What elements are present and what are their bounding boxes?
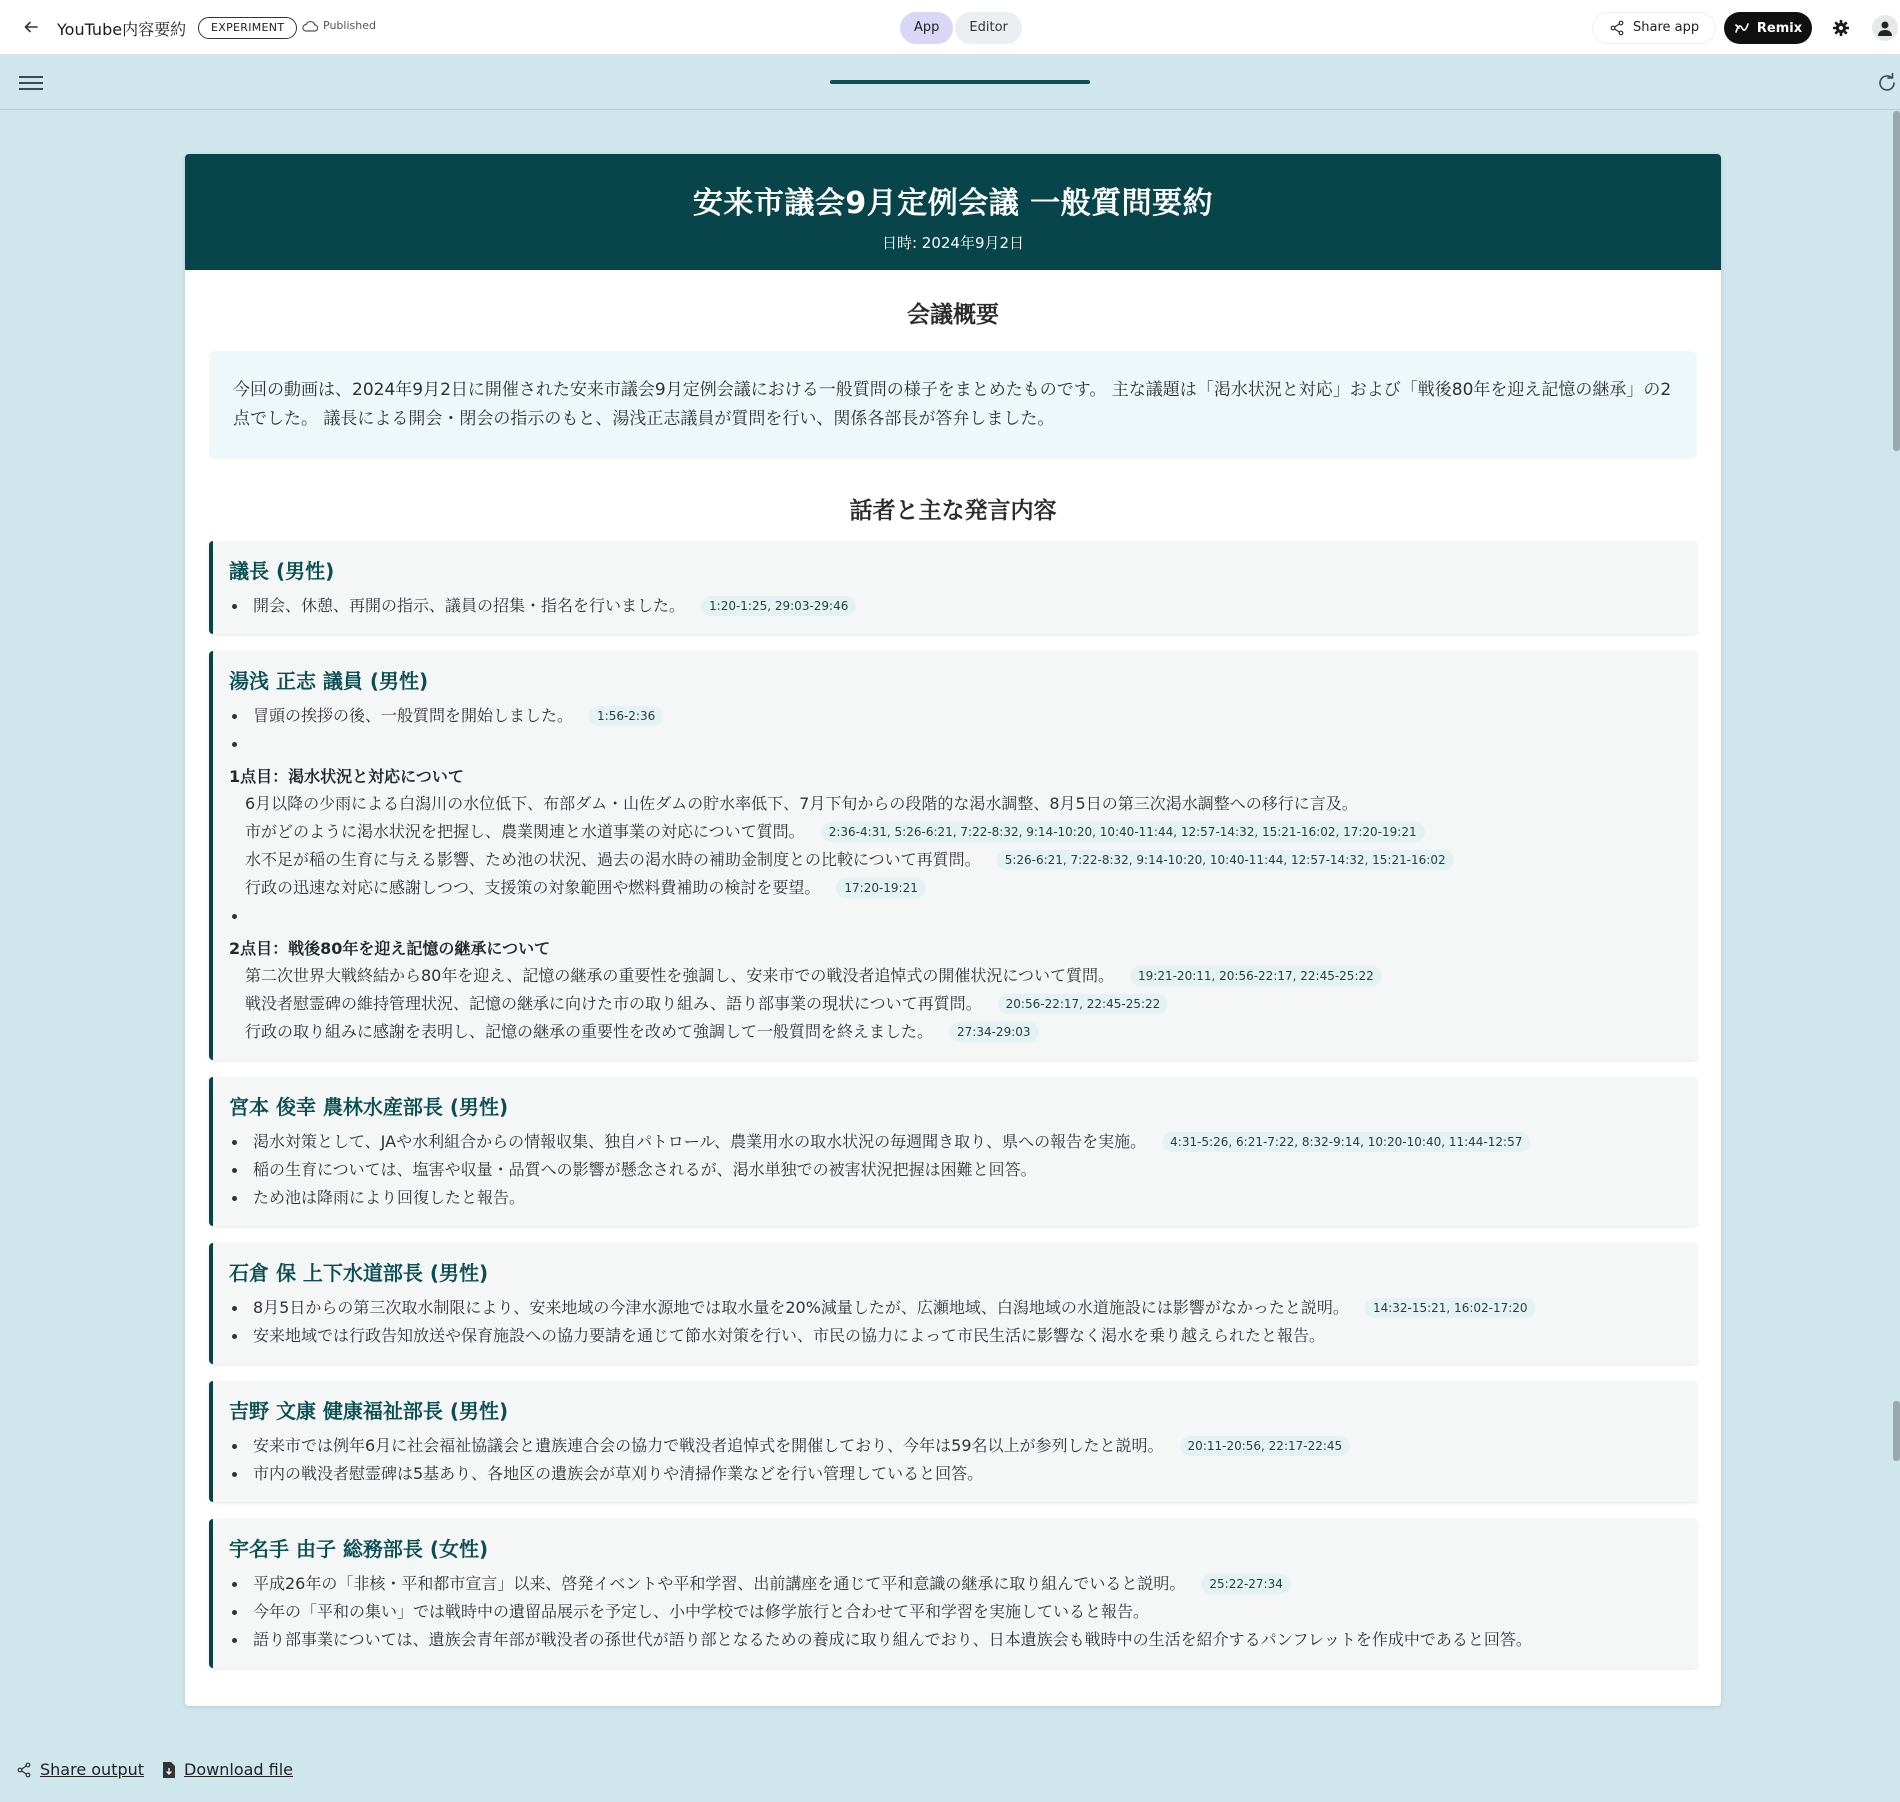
speaker-card — [209, 1077, 1697, 1226]
share-app-label: Share app — [1633, 20, 1700, 35]
settings-button[interactable] — [1829, 16, 1853, 40]
timestamp-badge: 19:21-20:11, 20:56-22:17, 22:45-25:22 — [1130, 966, 1382, 986]
loading-indicator — [830, 80, 1090, 84]
scrollbar[interactable] — [1893, 111, 1900, 1731]
tab-editor[interactable]: Editor — [955, 12, 1021, 44]
timestamp-badge: 4:31-5:26, 6:21-7:22, 8:32-9:14, 10:20-10:40, 11:44-12:57 — [1162, 1132, 1530, 1152]
scrollbar-thumb-secondary[interactable] — [1893, 1401, 1900, 1461]
speaker-card — [209, 1243, 1697, 1364]
gear-icon — [1832, 19, 1850, 37]
hamburger-icon — [19, 76, 43, 78]
list-item: 戦没者慰霊碑の維持管理状況、記憶の継承に向けた市の取り組み、語り部事業の現状について再質問。 20:56-22:17, 22:45-25:22 — [229, 990, 1677, 1018]
speaker-points — [229, 1570, 1677, 1654]
list-item: 平成26年の「非核・平和都市宣言」以来、啓発イベントや平和学習、出前講座を通じて平和意識の継承に取り組んでいると説明。 25:22-27:34 — [229, 1570, 1677, 1598]
speaker-points — [229, 1294, 1677, 1350]
share-app-button[interactable] — [1592, 12, 1716, 44]
speaker-name: 吉野 文康 健康福祉部長 (男性) — [229, 1399, 509, 1423]
card-header — [185, 154, 1721, 270]
remix-icon — [1734, 21, 1750, 35]
mode-tabs — [900, 12, 1022, 44]
tab-app[interactable]: App — [900, 12, 953, 44]
remix-label: Remix — [1756, 20, 1803, 36]
cloud-icon — [302, 20, 318, 32]
timestamp-badge: 20:11-20:56, 22:17-22:45 — [1180, 1436, 1351, 1456]
download-file-label: Download file — [184, 1760, 294, 1779]
top-bar — [0, 0, 1900, 55]
list-item — [229, 902, 1677, 930]
menu-button[interactable] — [19, 72, 43, 94]
report-date: 日時: 2024年9月2日 — [881, 234, 1025, 252]
speaker-card — [209, 651, 1697, 1060]
list-item: 8月5日からの第三次取水制限により、安来地域の今津水源地では取水量を20%減量したが、広瀬地域、白潟地域の水道施設には影響がなかったと説明。 14:32-15:21, 16:02-17:20 — [229, 1294, 1677, 1322]
experiment-badge: EXPERIMENT — [198, 17, 297, 39]
list-item: 行政の迅速な対応に感謝しつつ、支援策の対象範囲や燃料費補助の検討を要望。 17:20-19:21 — [229, 874, 1677, 902]
speaker-card — [209, 1381, 1697, 1502]
speaker-name: 議長 (男性) — [229, 559, 335, 583]
list-item: ため池は降雨により回復したと報告。 — [229, 1184, 1677, 1212]
list-item: 安来地域では行政告知放送や保育施設への協力要請を通じて節水対策を行い、市民の協力によって市民生活に影響なく渇水を乗り越えられたと報告。 — [229, 1322, 1677, 1350]
speaker-name: 宇名手 由子 総務部長 (女性) — [229, 1537, 489, 1561]
list-item: 6月以降の少雨による白潟川の水位低下、布部ダム・山佐ダムの貯水率低下、7月下旬からの段階的な渇水調整、8月5日の第三次渇水調整への移行に言及。 — [245, 794, 1358, 813]
speaker-card — [209, 1519, 1697, 1668]
speakers-heading: 話者と主な発言内容 — [849, 498, 1057, 524]
list-item: 市がどのように渇水状況を把握し、農業関連と水道事業の対応について質問。 2:36-4:31, 5:26-6:21, 7:22-8:32, 9:14-10:20, 10:40-11:44, 12:57-14:32, 15:21-16:02, 17:20-19:21 — [229, 818, 1677, 846]
speaker-points — [229, 1432, 1677, 1488]
person-icon — [1875, 18, 1895, 38]
list-item: 第二次世界大戦終結から80年を迎え、記憶の継承の重要性を強調し、安来市での戦没者追悼式の開催状況について質問。 19:21-20:11, 20:56-22:17, 22:45-25:22 — [229, 962, 1677, 990]
timestamp-badge: 27:34-29:03 — [949, 1022, 1039, 1042]
speaker-points — [229, 592, 1677, 620]
reload-icon — [1874, 70, 1900, 96]
list-item: 水不足が稲の生育に与える影響、ため池の状況、過去の渇水時の補助金制度との比較について再質問。 5:26-6:21, 7:22-8:32, 9:14-10:20, 10:40-11:44, 12:57-14:32, 15:21-16:02 — [229, 846, 1677, 874]
back-button[interactable] — [18, 14, 44, 40]
share-icon — [1609, 20, 1625, 36]
speaker-card — [209, 541, 1697, 634]
timestamp-badge: 25:22-27:34 — [1201, 1574, 1291, 1594]
publish-status-label: Published — [323, 19, 376, 32]
timestamp-badge: 1:56-2:36 — [589, 706, 663, 726]
list-item: 今年の「平和の集い」では戦時中の遺留品展示を予定し、小中学校では修学旅行と合わせて平和学習を実施していると報告。 — [229, 1598, 1677, 1626]
timestamp-badge: 14:32-15:21, 16:02-17:20 — [1365, 1298, 1536, 1318]
share-output-button[interactable] — [16, 1760, 144, 1779]
speaker-name: 湯浅 正志 議員 (男性) — [229, 669, 429, 693]
share-icon — [16, 1762, 32, 1778]
timestamp-badge: 5:26-6:21, 7:22-8:32, 9:14-10:20, 10:40-11:44, 12:57-14:32, 15:21-16:02 — [997, 850, 1454, 870]
app-toolbar — [0, 56, 1900, 110]
list-item: 冒頭の挨拶の後、一般質問を開始しました。 1:56-2:36 — [229, 702, 1677, 730]
timestamp-badge: 20:56-22:17, 22:45-25:22 — [998, 994, 1169, 1014]
reload-button[interactable] — [1874, 70, 1900, 96]
download-file-button[interactable] — [162, 1760, 293, 1779]
list-item: 行政の取り組みに感謝を表明し、記憶の継承の重要性を改めて強調して一般質問を終えました。 27:34-29:03 — [229, 1018, 1677, 1046]
scrollbar-thumb[interactable] — [1893, 111, 1900, 451]
avatar[interactable] — [1872, 15, 1898, 41]
report-title: 安来市議会9月定例会議 一般質問要約 — [692, 186, 1214, 221]
topic-heading: 1点目：渇水状況と対応について — [229, 767, 464, 786]
list-item: 市内の戦没者慰霊碑は5基あり、各地区の遺族会が草刈りや清掃作業などを行い管理していると回答。 — [229, 1460, 1677, 1488]
speaker-points — [229, 702, 1677, 758]
overview-heading: 会議概要 — [907, 302, 999, 328]
topic-heading: 2点目：戦後80年を迎え記憶の継承について — [229, 939, 551, 958]
timestamp-badge: 17:20-19:21 — [836, 878, 926, 898]
output-footer — [16, 1760, 293, 1779]
file-download-icon — [162, 1761, 176, 1779]
publish-status — [302, 19, 376, 32]
speaker-name: 宮本 俊幸 農林水産部長 (男性) — [229, 1095, 509, 1119]
summary-card — [185, 154, 1721, 1706]
timestamp-badge: 1:20-1:25, 29:03-29:46 — [701, 596, 856, 616]
remix-button[interactable] — [1724, 12, 1812, 44]
overview-text: 今回の動画は、2024年9月2日に開催された安来市議会9月定例会議における一般質問の様子をまとめたものです。 主な議題は「渇水状況と対応」および「戦後80年を迎え記憶の継承」の2点でした。 議長による開会・閉会の指示のもと、湯浅正志議員が質問を行い、関係各部長が答弁しました。 — [209, 351, 1697, 459]
app-title: YouTube内容要約 — [57, 20, 187, 39]
list-item: 安来市では例年6月に社会福祉協議会と遺族連合会の協力で戦没者追悼式を開催しており、今年は59名以上が参列したと説明。 20:11-20:56, 22:17-22:45 — [229, 1432, 1677, 1460]
arrow-left-icon — [23, 19, 39, 35]
speaker-points — [229, 1128, 1677, 1212]
list-item: 渇水対策として、JAや水利組合からの情報収集、独自パトロール、農業用水の取水状況の毎週聞き取り、県への報告を実施。 4:31-5:26, 6:21-7:22, 8:32-9:14, 10:20-10:40, 11:44-12:57 — [229, 1128, 1677, 1156]
list-item: 稲の生育については、塩害や収量・品質への影響が懸念されるが、渇水単独での被害状況把握は困難と回答。 — [229, 1156, 1677, 1184]
list-item: 開会、休憩、再開の指示、議員の招集・指名を行いました。 1:20-1:25, 29:03-29:46 — [229, 592, 1677, 620]
list-item — [229, 730, 1677, 758]
timestamp-badge: 2:36-4:31, 5:26-6:21, 7:22-8:32, 9:14-10:20, 10:40-11:44, 12:57-14:32, 15:21-16:02, 17:20-19:21 — [821, 822, 1425, 842]
speaker-name: 石倉 保 上下水道部長 (男性) — [229, 1261, 489, 1285]
list-item: 語り部事業については、遺族会青年部が戦没者の孫世代が語り部となるための養成に取り組んでおり、日本遺族会も戦時中の生活を紹介するパンフレットを作成中であると回答。 — [229, 1626, 1677, 1654]
share-output-label: Share output — [40, 1760, 145, 1779]
